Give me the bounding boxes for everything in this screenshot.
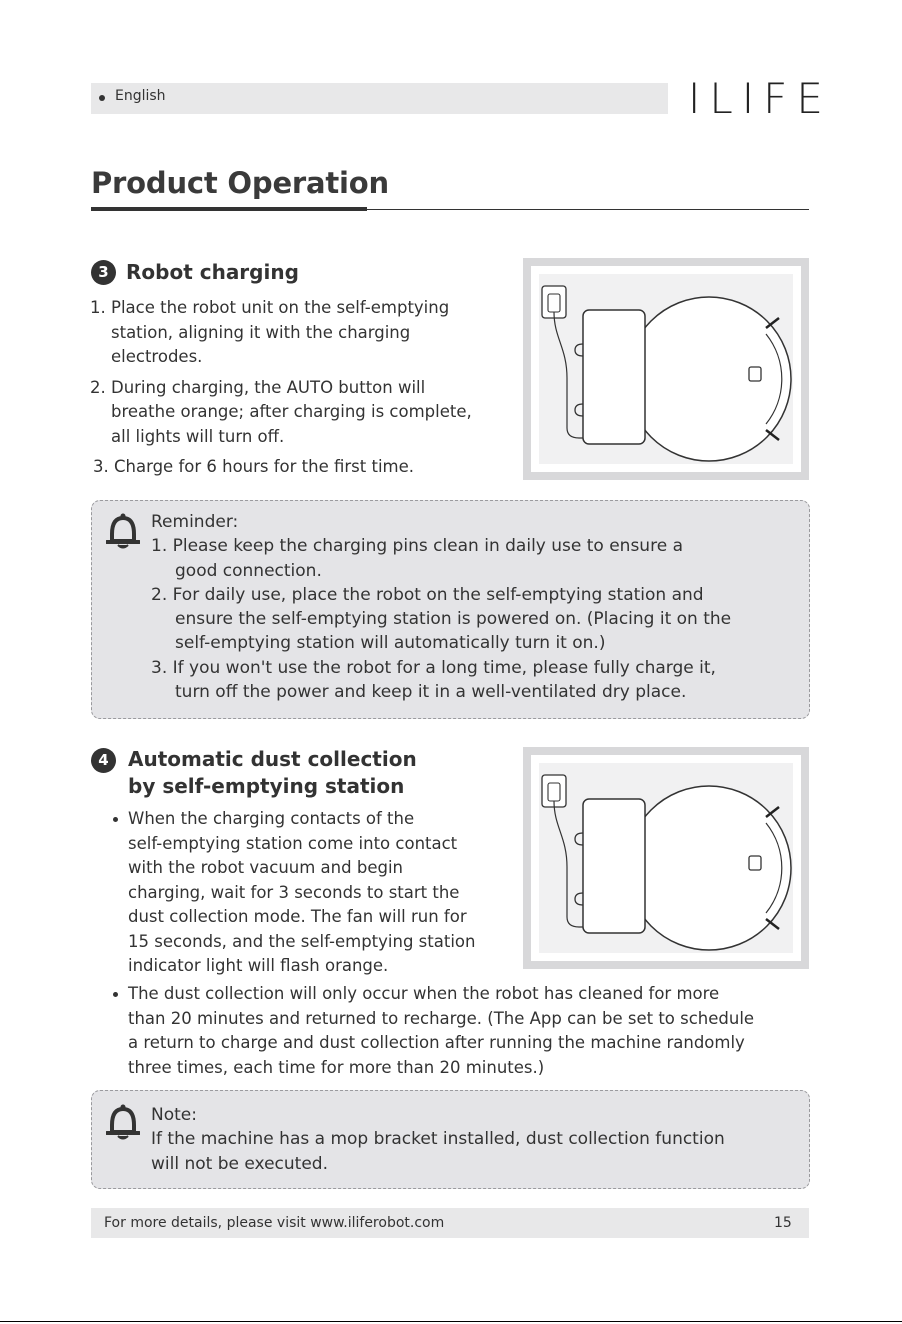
bullet-line: a return to charge and dust collection after running the machine randomly [128, 1033, 745, 1052]
note-line: will not be executed. [151, 1153, 328, 1174]
section-heading [128, 746, 417, 800]
bullet-dot [113, 992, 118, 997]
title-underline [91, 207, 367, 211]
step-line: electrodes. [111, 347, 203, 366]
section-heading: Robot charging [126, 260, 299, 284]
reminder-line: ensure the self-emptying station is powered on. (Placing it on the [175, 609, 732, 630]
reminder-line: self-emptying station will automatically turn it on.) [175, 633, 606, 654]
bullet-line: When the charging contacts of the [128, 809, 415, 828]
note-line: If the machine has a mop bracket installed, dust collection function [151, 1129, 725, 1150]
robot-station-drawing [523, 747, 809, 969]
note-title: Note: [151, 1105, 197, 1125]
bullet-line: than 20 minutes and returned to recharge. (The App can be set to schedule [128, 1008, 755, 1028]
section-heading-line: by self-emptying station [128, 774, 405, 798]
reminder-line: 3. If you won't use the robot for a long time, please fully charge it, [151, 657, 716, 678]
step-line: station, aligning it with the charging [111, 322, 411, 342]
bullet-dot [113, 817, 118, 822]
reminder-line: good connection. [175, 560, 322, 581]
page-number: 15 [774, 1215, 792, 1231]
brand-logo: ILIFE [688, 74, 832, 123]
bullet-paragraph [128, 807, 475, 979]
section-heading-line: Automatic dust collection [128, 747, 417, 771]
bullet-line: The dust collection will only occur when the robot has cleaned for more [128, 984, 720, 1003]
page-title: Product Operation [91, 166, 389, 200]
bullet-line: charging, wait for 3 seconds to start the [128, 882, 460, 902]
reminder-line: 1. Please keep the charging pins clean in daily use to ensure a [151, 536, 683, 557]
bullet-line: dust collection mode. The fan will run for [128, 907, 467, 926]
page-bottom-rule [0, 1321, 902, 1322]
step-line: breathe orange; after charging is complete, [111, 402, 472, 421]
section-number-badge: 4 [91, 748, 116, 773]
note-content [151, 1103, 725, 1176]
section-number-badge: 3 [91, 260, 116, 285]
robot-station-drawing [523, 258, 809, 480]
bell-icon [106, 512, 140, 550]
bullet-paragraph [128, 982, 754, 1080]
language-bullet [99, 95, 105, 101]
language-label: English [115, 88, 166, 104]
bullet-line: indicator light will flash orange. [128, 956, 389, 975]
bullet-line: 15 seconds, and the self-emptying station [128, 931, 476, 951]
bullet-line: three times, each time for more than 20 minutes.) [128, 1057, 545, 1077]
bell-icon [106, 1103, 140, 1141]
reminder-line: 2. For daily use, place the robot on the self-emptying station and [151, 584, 704, 605]
step-line: 3. Charge for 6 hours for the first time. [93, 457, 415, 476]
step-line: 1. Place the robot unit on the self-emptying [90, 298, 450, 317]
reminder-title: Reminder: [151, 512, 239, 532]
step-line: 2. During charging, the AUTO button will [90, 377, 426, 397]
dust-collection-illustration [523, 747, 809, 969]
bullet-line: with the robot vacuum and begin [128, 858, 403, 877]
charging-illustration [523, 258, 809, 480]
bullet-line: self-emptying station come into contact [128, 833, 458, 853]
reminder-line: turn off the power and keep it in a well-ventilated dry place. [175, 682, 687, 703]
language-bar [91, 83, 668, 114]
step-list [90, 296, 472, 480]
reminder-content [151, 510, 731, 704]
footer-text: For more details, please visit www.iliferobot.com [104, 1215, 445, 1231]
step-line: all lights will turn off. [111, 426, 285, 446]
